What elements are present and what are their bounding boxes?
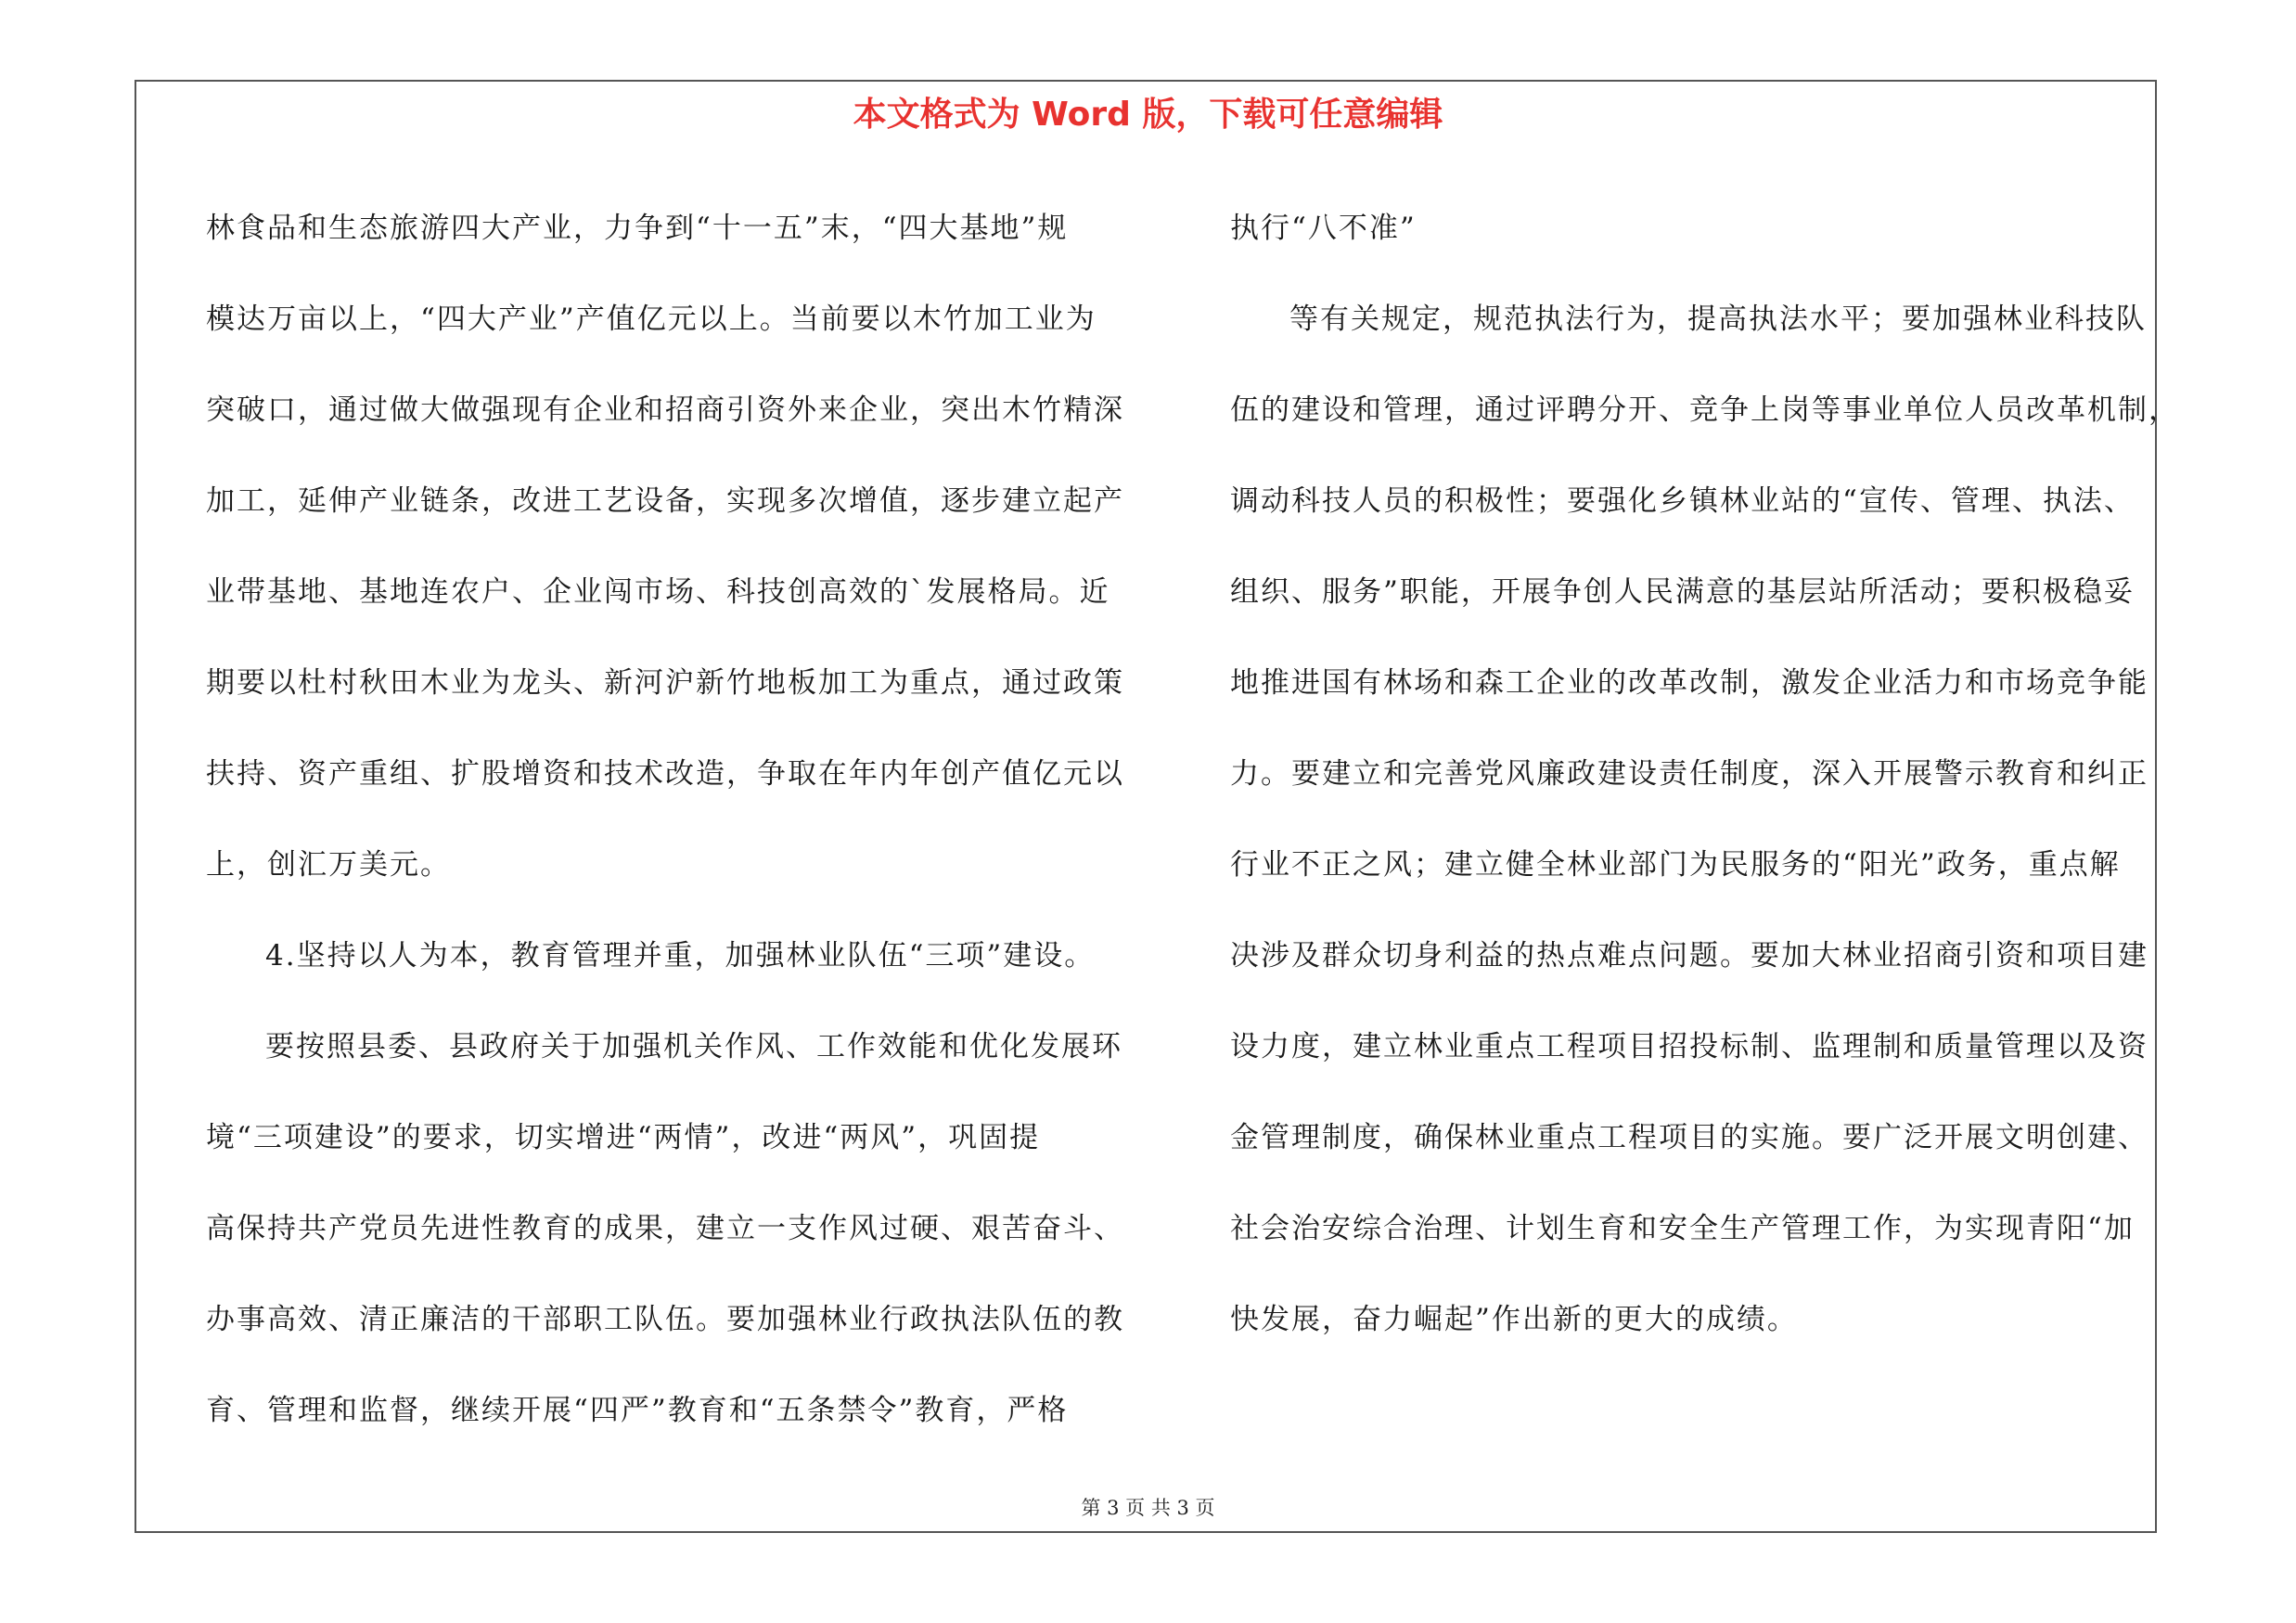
text-line: 育、管理和监督，继续开展“四严”教育和“五条禁令”教育，严格 — [206, 1394, 1069, 1427]
text-line: 地推进国有林场和森工企业的改革改制，激发企业活力和市场竞争能 — [1230, 666, 2148, 700]
text-line: 执行“八不准” — [1230, 212, 1417, 245]
text-line: 期要以杜村秋田木业为龙头、新河沪新竹地板加工为重点，通过政策 — [206, 666, 1124, 700]
text-line: 办事高效、清正廉洁的干部职工队伍。要加强林业行政执法队伍的教 — [206, 1303, 1124, 1336]
text-line: 行业不正之风；建立健全林业部门为民服务的“阳光”政务，重点解 — [1230, 848, 2121, 882]
text-line: 扶持、资产重组、扩股增资和技术改造，争取在年内年创产值亿元以 — [206, 757, 1124, 791]
text-line: 等有关规定，规范执法行为，提高执法水平；要加强林业科技队 — [1289, 303, 2147, 336]
right-text-column — [1230, 183, 2179, 1365]
text-line: 金管理制度，确保林业重点工程项目的实施。要广泛开展文明创建、 — [1230, 1121, 2148, 1154]
left-text-column — [206, 183, 1152, 1456]
text-line: 伍的建设和管理，通过评聘分开、竞争上岗等事业单位人员改革机制， — [1230, 393, 2179, 427]
text-line: 力。要建立和完善党风廉政建设责任制度，深入开展警示教育和纠正 — [1230, 757, 2148, 791]
text-line: 上，创汇万美元。 — [206, 848, 451, 882]
text-line: 林食品和生态旅游四大产业，力争到“十一五”末，“四大基地”规 — [206, 212, 1069, 245]
text-line: 决涉及群众切身利益的热点难点问题。要加大林业招商引资和项目建 — [1230, 939, 2148, 973]
text-line: 要按照县委、县政府关于加强机关作风、工作效能和优化发展环 — [265, 1030, 1122, 1063]
text-line: 社会治安综合治理、计划生育和安全生产管理工作，为实现青阳“加 — [1230, 1212, 2135, 1245]
text-line: 设力度，建立林业重点工程项目招投标制、监理制和质量管理以及资 — [1230, 1030, 2148, 1063]
text-line: 业带基地、基地连农户、企业闯市场、科技创高效的`发展格局。近 — [206, 575, 1110, 609]
format-notice-banner: 本文格式为 Word 版，下载可任意编辑 — [853, 96, 1443, 134]
page-number-footer: 第 3 页 共 3 页 — [1081, 1497, 1215, 1519]
text-line: 加工，延伸产业链条，改进工艺设备，实现多次增值，逐步建立起产 — [206, 484, 1124, 518]
text-line: 调动科技人员的积极性；要强化乡镇林业站的“宣传、管理、执法、 — [1230, 484, 2135, 518]
text-line: 突破口，通过做大做强现有企业和招商引资外来企业，突出木竹精深 — [206, 393, 1124, 427]
section-heading: 4.坚持以人为本，教育管理并重，加强林业队伍“三项”建设。 — [265, 939, 1096, 973]
text-line: 快发展，奋力崛起”作出新的更大的成绩。 — [1230, 1303, 1798, 1336]
text-line: 境“三项建设”的要求，切实增进“两情”，改进“两风”，巩固提 — [206, 1121, 1041, 1154]
text-line: 高保持共产党员先进性教育的成果，建立一支作风过硬、艰苦奋斗、 — [206, 1212, 1124, 1245]
text-line: 组织、服务”职能，开展争创人民满意的基层站所活动；要积极稳妥 — [1230, 575, 2135, 609]
text-line: 模达万亩以上，“四大产业”产值亿元以上。当前要以木竹加工业为 — [206, 303, 1097, 336]
